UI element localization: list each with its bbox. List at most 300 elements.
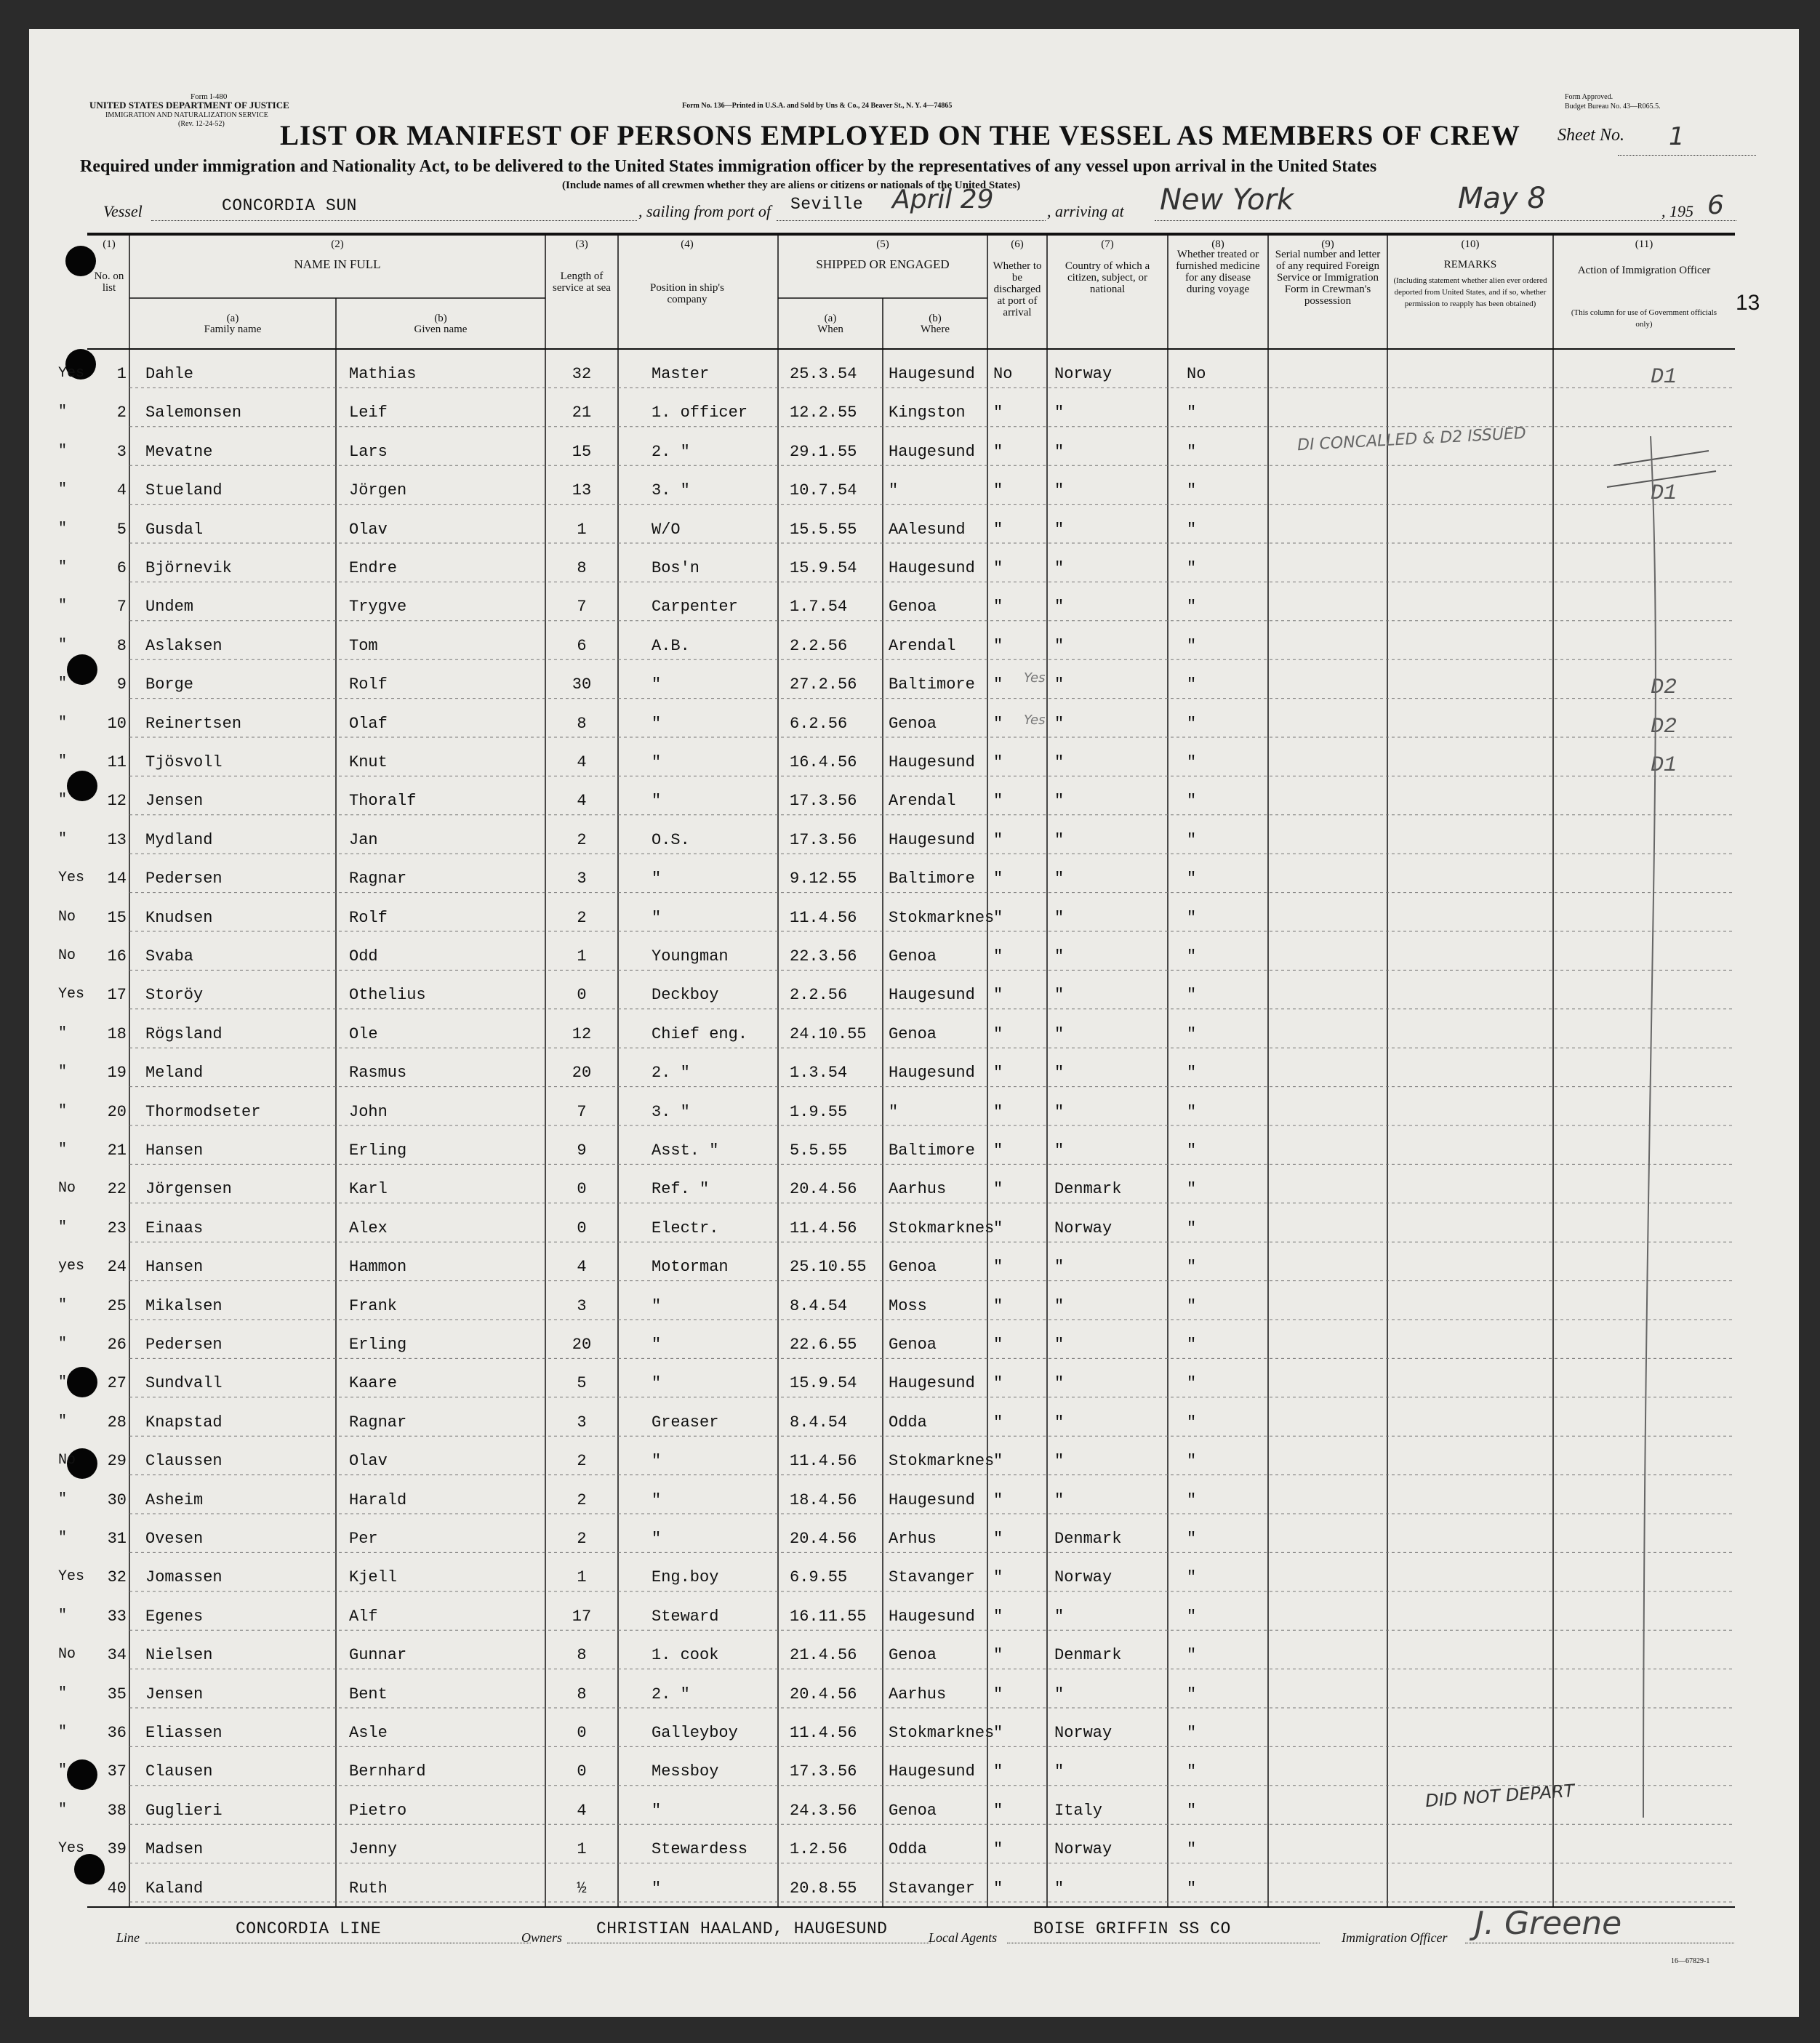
service-years: 6: [577, 636, 587, 655]
margin-note: ": [58, 559, 68, 576]
margin-note: ": [58, 714, 68, 731]
discharged: ": [993, 1646, 1003, 1665]
line-label: Line: [116, 1930, 140, 1945]
discharged: ": [993, 404, 1003, 422]
col6-header: Whether to be discharged at port of arrival: [993, 260, 1042, 318]
discharged: ": [993, 1064, 1003, 1083]
shipped-when: 22.3.56: [790, 947, 857, 966]
shipped-when: 6.9.55: [790, 1568, 848, 1587]
shipped-when: 1.9.55: [790, 1102, 848, 1121]
citizenship: ": [1054, 870, 1065, 888]
officer-action: D2: [1651, 714, 1677, 739]
margin-note: ": [58, 1607, 68, 1624]
form-number: Form I-480: [191, 92, 228, 101]
shipped-when: 5.5.55: [790, 1141, 848, 1160]
shipped-when: 20.4.56: [790, 1685, 857, 1703]
col6-number: (6): [1011, 238, 1024, 250]
position: ": [652, 1336, 662, 1354]
col5-header: SHIPPED OR ENGAGED: [816, 257, 950, 271]
family-name: Stueland: [145, 481, 223, 500]
treated-medicine: ": [1187, 1024, 1197, 1043]
discharged: ": [993, 792, 1003, 811]
shipped-when: 16.4.56: [790, 753, 857, 771]
margin-note: ": [58, 1064, 68, 1081]
shipped-where: Genoa: [889, 1646, 937, 1665]
treated-medicine: ": [1187, 1219, 1197, 1237]
shipped-where: Aarhus: [889, 1685, 947, 1703]
list-number: 12: [107, 792, 127, 811]
discharged: ": [993, 908, 1003, 927]
position: 2. ": [652, 442, 690, 461]
position: ": [652, 870, 662, 888]
family-name: Storöy: [145, 986, 204, 1005]
family-name: Mydland: [145, 830, 213, 849]
service-years: 2: [577, 1490, 587, 1509]
service-years: 7: [577, 1102, 587, 1121]
list-number: 10: [107, 714, 127, 733]
position: Bos'n: [652, 559, 700, 577]
shipped-where: AAlesund: [889, 520, 966, 539]
arriving-label: , arriving at: [1047, 202, 1124, 220]
col8-number: (8): [1211, 238, 1224, 250]
service-years: 3: [577, 1296, 587, 1315]
treated-medicine: ": [1187, 442, 1197, 461]
col10-number: (10): [1461, 238, 1480, 250]
service-years: 4: [577, 1801, 587, 1820]
discharged: ": [993, 1413, 1003, 1432]
margin-note: ": [58, 1685, 68, 1702]
shipped-when: 27.2.56: [790, 675, 857, 694]
position: Stewardess: [652, 1840, 748, 1859]
officer-action: D1: [1651, 481, 1677, 507]
shipped-where: Haugesund: [889, 830, 975, 849]
treated-medicine: ": [1187, 870, 1197, 888]
given-name: Odd: [349, 947, 378, 966]
shipped-when: 2.2.56: [790, 986, 848, 1005]
discharged: ": [993, 1801, 1003, 1820]
shipped-where: Kingston: [889, 404, 966, 422]
discharged: ": [993, 520, 1003, 539]
discharged: ": [993, 1840, 1003, 1859]
position: Carpenter: [652, 598, 738, 617]
list-number: 40: [107, 1879, 127, 1898]
service-years: 8: [577, 1685, 587, 1703]
discharged: ": [993, 830, 1003, 849]
officer-action: D2: [1651, 675, 1677, 701]
service-years: 1: [577, 1840, 587, 1859]
margin-note: Yes: [58, 1840, 85, 1858]
discharged: ": [993, 753, 1003, 771]
shipped-where: Stokmarknes: [889, 1724, 995, 1742]
margin-note: ": [58, 442, 68, 459]
officer-signature: J. Greene: [1475, 1905, 1622, 1942]
family-name: Einaas: [145, 1219, 204, 1237]
family-name: Mevatne: [145, 442, 213, 461]
col9-number: (9): [1321, 238, 1334, 250]
service-years: 7: [577, 598, 587, 617]
treated-medicine: ": [1187, 1840, 1197, 1859]
list-number: 31: [107, 1530, 127, 1548]
departure-port: Seville: [790, 195, 864, 214]
discharged: ": [993, 1762, 1003, 1781]
citizenship: ": [1054, 559, 1065, 577]
citizenship: Italy: [1054, 1801, 1103, 1820]
service-years: 17: [572, 1607, 592, 1626]
discharged: ": [993, 1024, 1003, 1043]
service-years: 2: [577, 830, 587, 849]
family-name: Dahle: [145, 365, 194, 383]
margin-note: ": [58, 792, 68, 809]
position: ": [652, 753, 662, 771]
discharged: ": [993, 559, 1003, 577]
position: ": [652, 1801, 662, 1820]
given-name: John: [349, 1102, 388, 1121]
position: A.B.: [652, 636, 690, 655]
treated-medicine: ": [1187, 1762, 1197, 1781]
shipped-where: Haugesund: [889, 559, 975, 577]
margin-note: ": [58, 1219, 68, 1236]
given-name: Erling: [349, 1141, 407, 1160]
service-years: 13: [572, 481, 592, 500]
shipped-when: 2.2.56: [790, 636, 848, 655]
service-years: 0: [577, 1180, 587, 1199]
shipped-when: 11.4.56: [790, 908, 857, 927]
shipped-when: 1.7.54: [790, 598, 848, 617]
given-name: Tom: [349, 636, 378, 655]
shipped-where: Haugesund: [889, 1490, 975, 1509]
remark-d1-cancelled: DI CONCALLED & D2 ISSUED: [1296, 424, 1527, 455]
shipped-when: 20.8.55: [790, 1879, 857, 1898]
service-years: 20: [572, 1064, 592, 1083]
discharged: ": [993, 1490, 1003, 1509]
position: ": [652, 792, 662, 811]
position: 2. ": [652, 1685, 690, 1703]
margin-note: ": [58, 1801, 68, 1818]
shipped-when: 12.2.55: [790, 404, 857, 422]
given-name: Olav: [349, 1452, 388, 1471]
col10-note: (Including statement whether alien ever ordered deported from United States, and if so, whether permission to reapply has been obtained): [1393, 276, 1547, 308]
shipped-where: Aarhus: [889, 1180, 947, 1199]
treated-medicine: ": [1187, 1258, 1197, 1277]
margin-note: ": [58, 404, 68, 421]
shipped-where: Baltimore: [889, 1141, 975, 1160]
given-name: Jan: [349, 830, 378, 849]
given-name: Hammon: [349, 1258, 407, 1277]
treated-medicine: ": [1187, 1374, 1197, 1393]
list-number: 6: [116, 559, 127, 577]
given-name: Jenny: [349, 1840, 398, 1859]
treated-medicine: ": [1187, 1452, 1197, 1471]
shipped-when: 8.4.54: [790, 1413, 848, 1432]
family-name: Asheim: [145, 1490, 204, 1509]
list-number: 25: [107, 1296, 127, 1315]
col2a-number: (a): [226, 313, 239, 324]
discharged: ": [993, 1452, 1003, 1471]
given-name: Bent: [349, 1685, 388, 1703]
position: ": [652, 714, 662, 733]
treated-medicine: ": [1187, 520, 1197, 539]
col10-header: REMARKS: [1443, 259, 1497, 270]
citizenship: ": [1054, 1413, 1065, 1432]
col4-header: Position in ship's company: [650, 282, 724, 305]
given-name: Ragnar: [349, 1413, 407, 1432]
family-name: Björnevik: [145, 559, 232, 577]
given-name: Erling: [349, 1336, 407, 1354]
citizenship: ": [1054, 636, 1065, 655]
family-name: Jensen: [145, 792, 204, 811]
list-number: 17: [107, 986, 127, 1005]
citizenship: ": [1054, 481, 1065, 500]
shipped-when: 8.4.54: [790, 1296, 848, 1315]
col7-number: (7): [1101, 238, 1114, 250]
service-years: 2: [577, 1530, 587, 1548]
family-name: Thormodseter: [145, 1102, 261, 1121]
discharged: No: [993, 365, 1013, 383]
col2-header: NAME IN FULL: [294, 257, 381, 271]
family-name: Egenes: [145, 1607, 204, 1626]
shipped-where: Moss: [889, 1296, 927, 1315]
position: 1. officer: [652, 404, 748, 422]
pencil-marks: [1592, 436, 1731, 1963]
position: W/O: [652, 520, 681, 539]
shipped-where: Haugesund: [889, 753, 975, 771]
list-number: 33: [107, 1607, 127, 1626]
service-years: ½: [577, 1879, 587, 1898]
margin-note: ": [58, 1296, 68, 1314]
family-name: Clausen: [145, 1762, 213, 1781]
treated-medicine: ": [1187, 675, 1197, 694]
shipped-where: Haugesund: [889, 442, 975, 461]
citizenship: ": [1054, 1490, 1065, 1509]
treated-medicine: ": [1187, 404, 1197, 422]
col2b-header: Given name: [414, 324, 468, 335]
given-name: Bernhard: [349, 1762, 426, 1781]
list-number: 18: [107, 1024, 127, 1043]
treated-medicine: ": [1187, 908, 1197, 927]
owners-name: CHRISTIAN HAALAND, HAUGESUND: [596, 1919, 888, 1938]
given-name: Per: [349, 1530, 378, 1548]
list-number: 22: [107, 1180, 127, 1199]
position: Messboy: [652, 1762, 719, 1781]
position: 1. cook: [652, 1646, 719, 1665]
citizenship: ": [1054, 1685, 1065, 1703]
citizenship: ": [1054, 675, 1065, 694]
shipped-where: Genoa: [889, 598, 937, 617]
family-name: Svaba: [145, 947, 194, 966]
margin-note: No: [58, 1646, 76, 1663]
service-years: 12: [572, 1024, 592, 1043]
treated-medicine: ": [1187, 1064, 1197, 1083]
family-name: Tjösvoll: [145, 753, 223, 771]
list-number: 14: [107, 870, 127, 888]
shipped-when: 11.4.56: [790, 1724, 857, 1742]
budget-bureau: Budget Bureau No. 43—R065.5.: [1565, 103, 1661, 111]
citizenship: ": [1054, 714, 1065, 733]
shipped-where: Stokmarknes: [889, 1219, 995, 1237]
discharged: ": [993, 1530, 1003, 1548]
shipped-where: Haugesund: [889, 1607, 975, 1626]
list-number: 11: [107, 753, 127, 771]
col5a-number: (a): [824, 313, 837, 324]
given-name: Karl: [349, 1180, 388, 1199]
line-name: CONCORDIA LINE: [236, 1919, 382, 1938]
position: Electr.: [652, 1219, 719, 1237]
service-years: 0: [577, 1219, 587, 1237]
shipped-where: Genoa: [889, 1336, 937, 1354]
citizenship: Norway: [1054, 1724, 1113, 1742]
subtitle: Required under immigration and Nationality Act, to be delivered to the United States immigration officer by the representatives of any vessel upon arrival in the United States: [80, 157, 1377, 176]
service-years: 4: [577, 1258, 587, 1277]
treated-medicine: ": [1187, 1336, 1197, 1354]
shipped-where: Arhus: [889, 1530, 937, 1548]
citizenship: ": [1054, 404, 1065, 422]
shipped-where: Arendal: [889, 792, 956, 811]
given-name: Leif: [349, 404, 388, 422]
margin-note: ": [58, 1141, 68, 1158]
position: Motorman: [652, 1258, 729, 1277]
officer-action: D1: [1651, 753, 1677, 778]
margin-note: ": [58, 481, 68, 499]
list-number: 35: [107, 1685, 127, 1703]
list-number: 1: [116, 365, 127, 383]
citizenship: ": [1054, 1452, 1065, 1471]
given-name: Rolf: [349, 675, 388, 694]
position: 3. ": [652, 1102, 690, 1121]
citizenship: ": [1054, 830, 1065, 849]
position: Asst. ": [652, 1141, 719, 1160]
family-name: Borge: [145, 675, 194, 694]
family-name: Jomassen: [145, 1568, 223, 1587]
citizenship: ": [1054, 442, 1065, 461]
shipped-where: Arendal: [889, 636, 956, 655]
margin-note: Yes: [58, 870, 85, 887]
family-name: Reinertsen: [145, 714, 242, 733]
col9-header: Serial number and letter of any required Foreign Service or Immigration Form in Crewman's possession: [1275, 249, 1381, 307]
list-number: 2: [116, 404, 127, 422]
discharged: ": [993, 1607, 1003, 1626]
shipped-when: 21.4.56: [790, 1646, 857, 1665]
service-years: 8: [577, 714, 587, 733]
citizenship: Norway: [1054, 1840, 1113, 1859]
shipped-where: Genoa: [889, 1258, 937, 1277]
sheet-label: Sheet No.: [1558, 126, 1624, 145]
shipped-where: Odda: [889, 1413, 927, 1432]
shipped-where: Genoa: [889, 1801, 937, 1820]
shipped-when: 11.4.56: [790, 1452, 857, 1471]
margin-note: ": [58, 520, 68, 537]
treated-medicine: ": [1187, 1180, 1197, 1199]
position: ": [652, 1879, 662, 1898]
given-name: Kjell: [349, 1568, 398, 1587]
list-number: 30: [107, 1490, 127, 1509]
position: Galleyboy: [652, 1724, 738, 1742]
treated-medicine: ": [1187, 1724, 1197, 1742]
crew-manifest-sheet: [29, 29, 1799, 2017]
discharged: ": [993, 1180, 1003, 1199]
margin-note: ": [58, 753, 68, 770]
position: Greaser: [652, 1413, 719, 1432]
col5a-header: When: [817, 324, 843, 335]
col4-number: (4): [681, 238, 694, 250]
service-years: 0: [577, 1724, 587, 1742]
discharged: ": [993, 986, 1003, 1005]
list-number: 38: [107, 1801, 127, 1820]
list-number: 9: [116, 675, 127, 694]
margin-note: No: [58, 1180, 76, 1197]
col7-header: Country of which a citizen, subject, or national: [1065, 260, 1150, 295]
discharged: ": [993, 1296, 1003, 1315]
margin-note: ": [58, 675, 68, 693]
arrival-port: New York: [1160, 183, 1294, 217]
treated-medicine: ": [1187, 1102, 1197, 1121]
arrival-date: May 8: [1458, 182, 1546, 215]
given-name: Olaf: [349, 714, 388, 733]
citizenship: ": [1054, 1762, 1065, 1781]
vessel-label: Vessel: [103, 202, 143, 220]
position: Steward: [652, 1607, 719, 1626]
treated-medicine: ": [1187, 1879, 1197, 1898]
shipped-when: 6.2.56: [790, 714, 848, 733]
citizenship: ": [1054, 908, 1065, 927]
discharged: ": [993, 714, 1003, 733]
col8-header: Whether treated or furnished medicine for any disease during voyage: [1176, 249, 1260, 295]
family-name: Knudsen: [145, 908, 213, 927]
col2-number: (2): [331, 238, 344, 250]
given-name: Mathias: [349, 365, 417, 383]
citizenship: ": [1054, 947, 1065, 966]
family-name: Guglieri: [145, 1801, 223, 1820]
citizenship: ": [1054, 1141, 1065, 1160]
family-name: Jensen: [145, 1685, 204, 1703]
given-name: Ruth: [349, 1879, 388, 1898]
discharged: ": [993, 870, 1003, 888]
shipped-where: Stavanger: [889, 1879, 975, 1898]
agents-name: BOISE GRIFFIN SS CO: [1033, 1919, 1231, 1938]
list-number: 21: [107, 1141, 127, 1160]
remark-did-not-depart: DID NOT DEPART: [1424, 1780, 1576, 1812]
discharged: ": [993, 1258, 1003, 1277]
revision-date: (Rev. 12-24-52): [178, 120, 225, 128]
footer-form-code: 16—67829-1: [1671, 1957, 1710, 1965]
vessel-name: CONCORDIA SUN: [222, 196, 357, 215]
discharged: ": [993, 636, 1003, 655]
shipped-where: Haugesund: [889, 1064, 975, 1083]
page-mark: 13: [1736, 291, 1760, 315]
list-number: 13: [107, 830, 127, 849]
citizenship: ": [1054, 1336, 1065, 1354]
margin-note: ": [58, 1413, 68, 1430]
margin-note: Yes: [58, 365, 85, 382]
margin-note: ": [58, 1336, 68, 1352]
position: ": [652, 1452, 662, 1471]
treated-medicine: ": [1187, 1490, 1197, 1509]
treated-medicine: ": [1187, 1296, 1197, 1315]
list-number: 20: [107, 1102, 127, 1121]
family-name: Pedersen: [145, 870, 223, 888]
treated-medicine: No: [1187, 365, 1206, 383]
family-name: Mikalsen: [145, 1296, 223, 1315]
margin-note: Yes: [58, 1568, 85, 1586]
position: Youngman: [652, 947, 729, 966]
citizenship: ": [1054, 520, 1065, 539]
service-years: 0: [577, 986, 587, 1005]
given-name: Kaare: [349, 1374, 398, 1393]
given-name: Endre: [349, 559, 398, 577]
citizenship: ": [1054, 1064, 1065, 1083]
given-name: Othelius: [349, 986, 426, 1005]
family-name: Aslaksen: [145, 636, 223, 655]
shipped-where: Stavanger: [889, 1568, 975, 1587]
